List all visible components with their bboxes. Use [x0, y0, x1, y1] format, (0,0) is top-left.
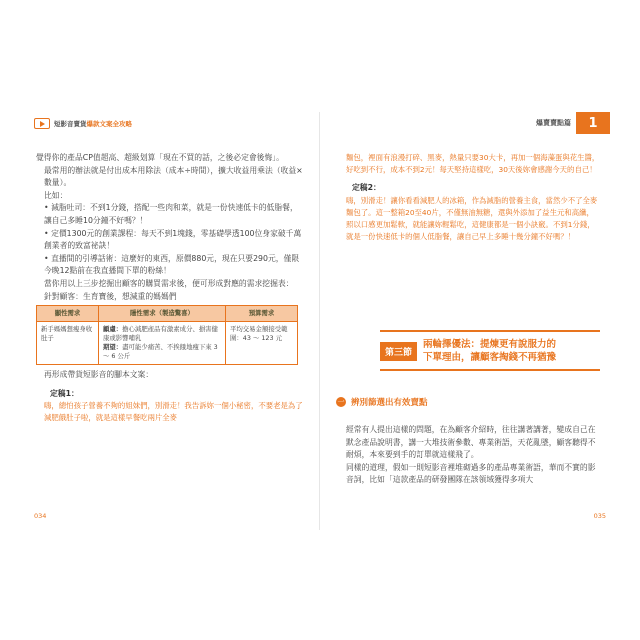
- chapter-number: 1: [576, 112, 610, 134]
- paragraph: 當你用以上三步挖掘出顧客的購買需求後，便可形成對應的需求挖掘表：: [44, 278, 294, 288]
- bullet-item: • 直播間的引導話術：這麼好的東西，原價880元，現在只要290元，僅限今晚12點前在我直播間下單的粉絲！: [44, 253, 300, 276]
- play-icon: [34, 118, 50, 129]
- paragraph: 再形成帶貨短影音的腳本文案：: [44, 370, 154, 380]
- paragraph: 覺得你的產品CP值超高、超級划算「現在不買的話，之後必定會後悔」。: [36, 153, 284, 162]
- table-header: 隱性需求（製造驚喜）: [99, 306, 226, 322]
- right-bottom-body: [338, 424, 600, 487]
- page-number: 034: [34, 512, 47, 520]
- sub-heading-title: 辨別篩選出有效賣點: [351, 398, 428, 408]
- right-top-body: [338, 152, 600, 243]
- target-line: 針對顧客：生育寶後，想減重的媽媽們: [44, 291, 177, 301]
- draft-text: 麵包，裡面有浪漫打碎、黑麥，熱量只要30大卡，再加一個海藻蛋與花生醬，好吃到不行，成本不到2元！每天堅持這樣吃，30天後妳會感謝今天的自己！: [346, 153, 600, 174]
- table-cell: 顧慮：擔心減肥產品有激素成分、損害健康或影響哺乳 期望：盡可能少痛苦、不挨餓地瘦下來 3 ～ 6 公斤: [99, 322, 226, 365]
- section-label: 第三節: [380, 342, 417, 361]
- right-page: [320, 112, 610, 530]
- paragraph: 經常有人提出這樣的問題，在為顧客介紹時，往往講著講著，變成自己在默念產品說明書，講一大堆技術參數、專業術語，天花亂墜，顧客聽得不耐煩，本來要到手的訂單就這樣飛了。: [346, 425, 596, 460]
- left-body: [36, 152, 304, 424]
- chapter-title: 爆賣賣點篇: [536, 119, 571, 127]
- right-running-header: [536, 112, 610, 134]
- bullet-item: • 減脂吐司：不到1分錢，搭配一些肉和菜，就是一份快速低卡的低脂餐，讓自己多睡10分鐘不好嗎？！: [44, 203, 298, 225]
- table-header: 預算需求: [226, 306, 298, 322]
- needs-table: [36, 305, 298, 365]
- book-title: 短影音賣貨爆款文案全攻略: [54, 120, 132, 128]
- draft-text: 嗨，別滑走！讓你看看減肥人的冰箱，作為減脂的營養主食，當然少不了全麥麵包了。這一整箱20至40片，不僅無油無糖，還與外添加了益生元和高纖，照以口感更加鬆軟，就能讓妳輕鬆吃，這健康都是一個小訣竅。不到1分錢，就是一份快速低卡的個人低脂餐，讓自己早上多睡十幾分鐘不好嗎？！: [346, 195, 598, 241]
- table-cell: 平均交易金額接受範圍：43 ～ 123 元: [226, 322, 298, 365]
- book-spread: [30, 112, 610, 530]
- sub-heading: [336, 396, 428, 408]
- draft-title: 定稿1：: [50, 388, 79, 398]
- table-cell: 新手媽媽想瘦身收肚子: [37, 322, 99, 365]
- number-badge: 一: [337, 398, 345, 406]
- page-number: 035: [593, 512, 606, 520]
- section-title: 兩輪擇優法：提煉更有說服力的 下單理由，讓顧客掏錢不再猶豫: [423, 339, 557, 363]
- paragraph: 比如：: [44, 190, 68, 200]
- left-page: [30, 112, 320, 530]
- draft-text: 嗨，總怕孩子營養不夠的姐妹們，別滑走！我告訴妳一個小秘密，不要老是為了減肥餓肚子啦，就是這樣早餐吃兩片全麥: [44, 401, 303, 423]
- paragraph: 最常用的辦法就是付出成本用除法（成本÷時間），擴大收益用乘法（收益×數量）。: [44, 165, 303, 188]
- draft-title: 定稿2：: [352, 183, 381, 192]
- left-running-header: [34, 118, 132, 129]
- paragraph: 同樣的道理，假如一則短影音裡堆砌過多的產品專業術語，華而不實的影音詞，比如「這款產品的研發團隊在該領域獲得多項大: [346, 462, 596, 485]
- bullet-item: • 定價1300元的創業課程：每天不到1塊錢，零基礎學透100位身家破千萬創業者的致富祕訣！: [44, 228, 302, 251]
- section-banner: [380, 330, 600, 371]
- table-header: 顯性需求: [37, 306, 99, 322]
